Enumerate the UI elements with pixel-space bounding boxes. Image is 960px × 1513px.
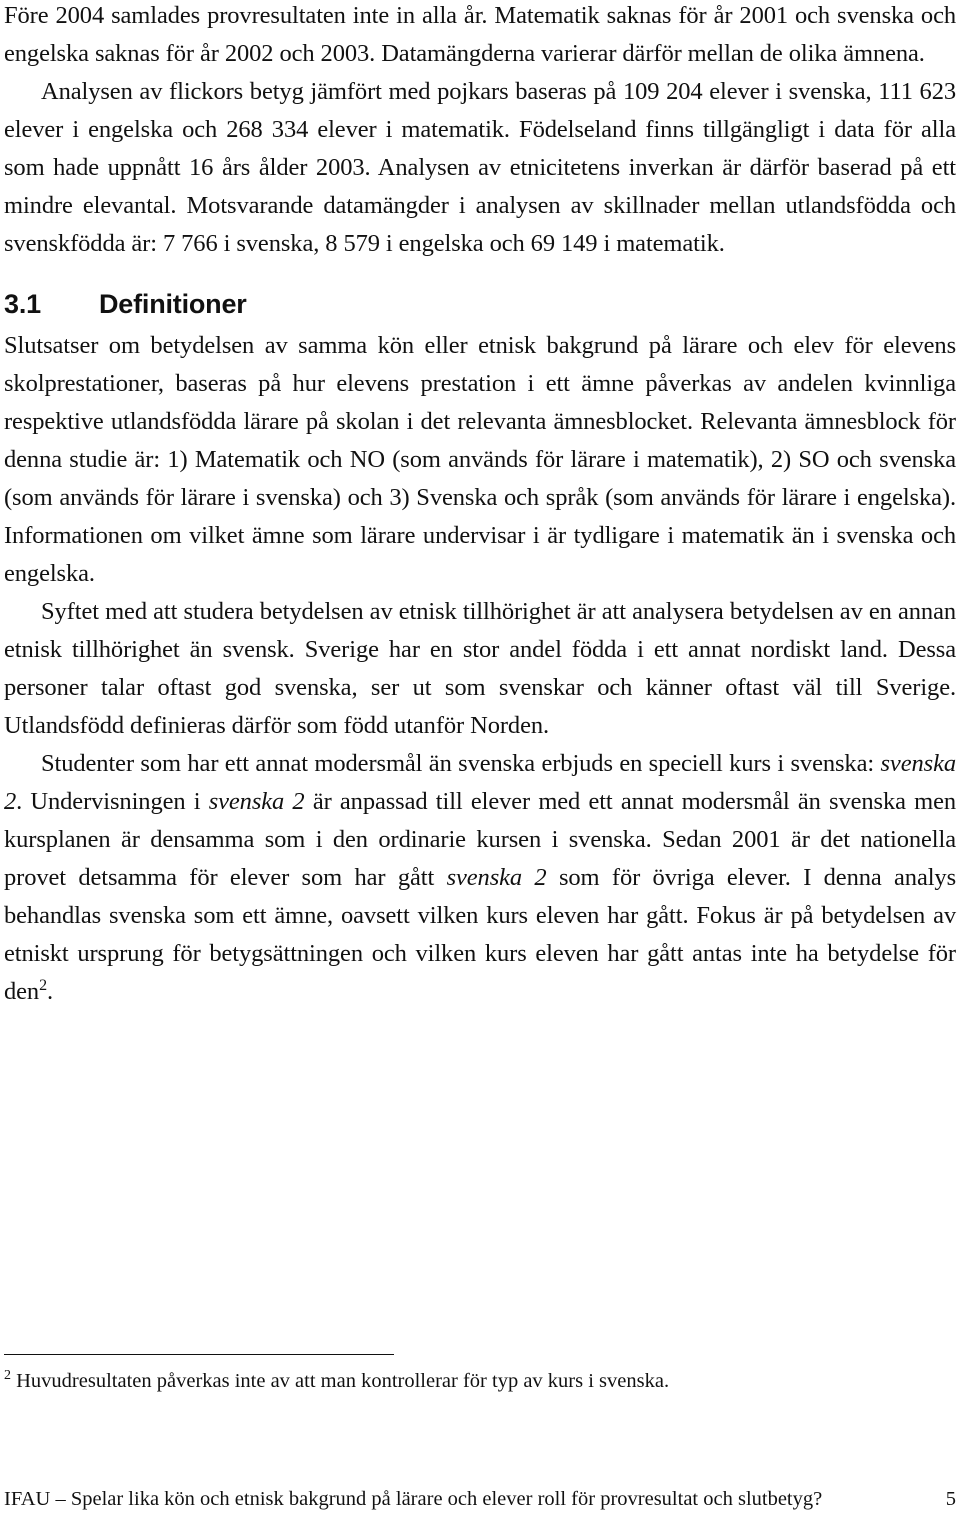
italic-course-name: svenska 2 <box>208 788 305 815</box>
text-run: Studenter som har ett annat modersmål än svenska erbjuds en speciell kurs i svenska: <box>41 750 881 777</box>
page-content <box>4 0 956 1011</box>
italic-course-name: svenska 2 <box>4 750 956 815</box>
paragraph-swedish-2-course <box>4 745 956 1011</box>
page-number: 5 <box>945 1488 956 1510</box>
text-run: som för övriga elever. I denna analys behandlas svenska som ett ämne, oavsett vilken kurs eleven har gått. Fokus är på betydelsen av etniskt ursprung för betygsättningen och vilken kurs eleven har gått antas inte ha betydelse för den <box>4 864 957 1005</box>
section-number: 3.1 <box>4 289 41 319</box>
footnote <box>4 1367 954 1395</box>
paragraph-ethnicity-purpose: Syftet med att studera betydelsen av etnisk tillhörighet är att analysera betydelsen av en annan etnisk tillhörighet än svensk. Sverige har en stor andel födda i ett annat nordiskt land. Dessa personer talar oftast god svenska, ser ut som svenskar och känner oftast väl till Sverige. Utlandsfödd definieras därför som född utanför Norden. <box>4 598 956 739</box>
text-run: är anpassad till elever med ett annat modersmål än svenska men kursplanen är densamma som i den ordinarie kursen i svenska. Sedan 2001 är det nationella provet detsamma för elever som har gått <box>4 788 957 891</box>
footnote-text: Huvudresultaten påverkas inte av att man kontrollerar för typ av kurs i svenska. <box>11 1370 670 1392</box>
paragraph-definitions: Slutsatser om betydelsen av samma kön eller etnisk bakgrund på lärare och elev för elevens skolprestationer, baseras på hur elevens prestation i ett ämne påverkas av andelen kvinnliga respektive utlandsfödda lärare på skolan i det relevanta ämnesblocket. Relevanta ämnesblock för denna studie är: 1) Matematik och NO (som används för lärare i matematik), 2) SO och svenska (som används för lärare i svenska) och 3) Svenska och språk (som används för lärare i engelska). Informationen om vilket ämne som lärare undervisar i är tydligare i matematik än i svenska och engelska. <box>4 332 956 587</box>
footnote-divider <box>4 1354 394 1355</box>
text-run: . <box>46 978 54 1005</box>
section-heading <box>4 287 956 321</box>
paragraph-sample-sizes: Analysen av flickors betyg jämfört med pojkars baseras på 109 204 elever i svenska, 111 623 elever i engelska och 268 334 elever i matematik. Födelseland finns tillgängligt i data för alla som hade uppnått 16 års ålder 2003. Analysen av etnicitetens inverkan är därför baserad på ett mindre elevantal. Motsvarande datamängder i analysen av skillnader mellan utlandsfödda och svenskfödda är: 7 766 i svenska, 8 579 i engelska och 69 149 i matematik. <box>4 78 956 257</box>
text-run: . Undervisningen i <box>16 788 209 815</box>
footnote-reference[interactable]: 2 <box>39 977 47 994</box>
footnote-marker: 2 <box>4 1368 11 1383</box>
italic-course-name: svenska 2 <box>446 864 547 891</box>
page-footer <box>4 1486 956 1512</box>
section-title: Definitioner <box>99 289 247 319</box>
paragraph-data-availability: Före 2004 samlades provresultaten inte in alla år. Matematik saknas för år 2001 och svenska och engelska saknas för år 2002 och 2003. Datamängderna varierar därför mellan de olika ämnena. <box>4 2 956 67</box>
footer-title: IFAU – Spelar lika kön och etnisk bakgrund på lärare och elever roll för provresultat och slutbetyg? <box>4 1488 823 1510</box>
